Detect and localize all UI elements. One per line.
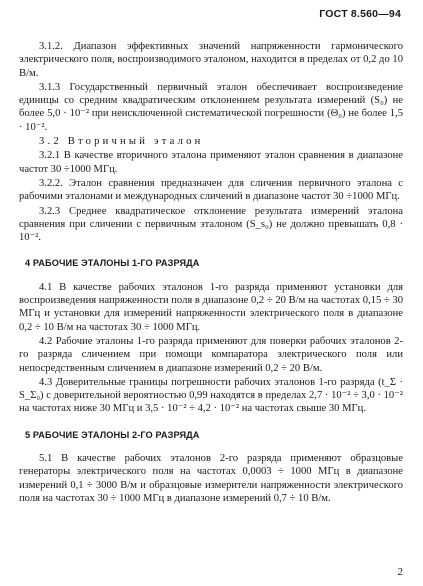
paragraph-3-1-2: 3.1.2. Диапазон эффективных значений напряженности гармонического электрического поля, воспроизводимого эталоном, находится в пределах от 0,2 до 10 В/м. <box>19 41 403 79</box>
paragraph-4-2: 4.2 Рабочие эталоны 1-го разряда применяют для поверки рабочих эталонов 2-го разряда сличением при помощи компаратора электрического поля или непосредственным сличением в диапазоне измерений 0,2 ÷ 20 В/м. <box>19 335 403 374</box>
paragraph-5-1: 5.1 В качестве рабочих эталонов 2-го разряда применяют образцовые генераторы электрического поля на частотах 0,0003 ÷ 1000 МГц в диапазоне измерений 0,1 ÷ 3000 В/м и образцовые измерители напряженности электрического поля на частотах 30 ÷ 1000 МГц в диапазоне измерений 0,7 ÷ 10 В/м. <box>19 453 403 504</box>
section-4-heading: 4 РАБОЧИЕ ЭТАЛОНЫ 1-ГО РАЗРЯДА <box>25 258 200 269</box>
standard-header: ГОСТ 8.560—94 <box>319 8 401 20</box>
paragraph-3-2-3: 3.2.3 Среднее квадратическое отклонение результата измерений эталона сравнения при сличении с первичным эталоном (S_s₀) не должно превышать 0,8 · 10⁻². <box>19 205 403 244</box>
paragraph-3-1-3: 3.1.3 Государственный первичный эталон обеспечивает воспроизведение единицы со средним квадратическим отклонением результата измерений (S₀) не более 5,0 · 10⁻² при неисключенной систематической погрешности (Θ₀) не более 1,5 · 10⁻². <box>19 81 403 133</box>
section-5-heading: 5 РАБОЧИЕ ЭТАЛОНЫ 2-ГО РАЗРЯДА <box>25 429 200 440</box>
subsection-3-2-title: 3.2 Вторичный эталон <box>39 136 204 148</box>
paragraph-3-2-1: 3.2.1 В качестве вторичного эталона применяют эталон сравнения в диапазоне частот 30 ÷1000 МГц. <box>19 150 403 175</box>
page-number: 2 <box>397 566 403 578</box>
paragraph-4-1: 4.1 В качестве рабочих эталонов 1-го разряда применяют установки для воспроизведения напряженности поля в диапазоне 0,2 ÷ 20 В/м на частотах 0,15 ÷ 30 МГц и установки для измерений напряженности электрического поля в диапазоне 0,2 ÷ 10 В/м на частотах 30 ÷ 1000 МГц. <box>19 281 403 333</box>
document-body <box>19 40 403 506</box>
paragraph-4-3: 4.3 Доверительные границы погрешности рабочих эталонов 1-го разряда (t_Σ · S_Σ₀) с доверительной вероятностью 0,99 находятся в пределах 2,7 · 10⁻² ÷ 3,0 · 10⁻² на частотах ниже 30 МГц и 3,5 · 10⁻² ÷ 4,2 · 10⁻² на частотах свыше 30 МГц. <box>19 376 403 415</box>
paragraph-3-2-2: 3.2.2. Эталон сравнения предназначен для сличения первичного эталона с рабочими эталонами и международных сличений в диапазоне частот 30 ÷1000 МГц. <box>19 177 403 203</box>
